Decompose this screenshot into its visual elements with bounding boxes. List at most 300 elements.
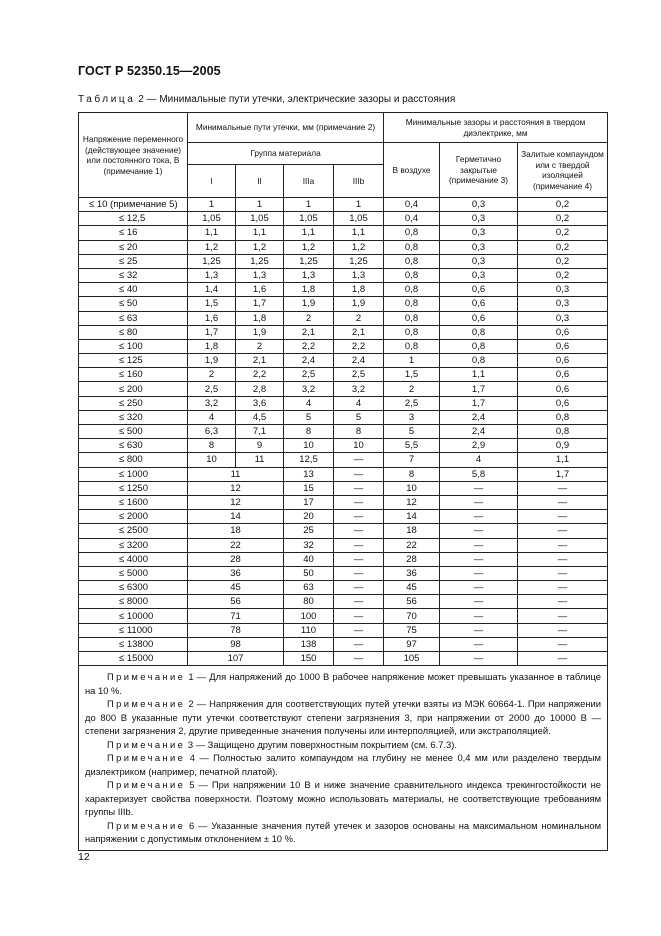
value-cell: 1,6 <box>236 283 284 297</box>
value-cell: 0,6 <box>518 368 608 382</box>
voltage-cell: ≤ 80 <box>79 325 188 339</box>
voltage-cell: ≤ 40 <box>79 283 188 297</box>
table-row <box>79 439 608 453</box>
value-cell: 98 <box>188 637 284 651</box>
value-cell: 0,2 <box>518 240 608 254</box>
value-cell: 1,9 <box>236 325 284 339</box>
value-cell: 0,2 <box>518 254 608 268</box>
value-cell: 2,4 <box>334 354 384 368</box>
value-cell: 11 <box>236 453 284 467</box>
value-cell: 5,8 <box>440 467 518 481</box>
value-cell: 1 <box>188 198 236 212</box>
value-cell: 1,6 <box>188 311 236 325</box>
value-cell: 1,7 <box>440 396 518 410</box>
value-cell: 4 <box>188 410 236 424</box>
value-cell: 15 <box>284 481 334 495</box>
table-row <box>79 467 608 481</box>
value-cell: 2,2 <box>284 339 334 353</box>
table-row <box>79 325 608 339</box>
value-cell: 8 <box>284 425 334 439</box>
voltage-cell: ≤ 25 <box>79 254 188 268</box>
voltage-cell: ≤ 13800 <box>79 637 188 651</box>
value-cell: 2,8 <box>236 382 284 396</box>
value-cell: 2,5 <box>284 368 334 382</box>
value-cell: — <box>334 652 384 666</box>
value-cell: — <box>440 609 518 623</box>
value-cell: 0,4 <box>384 198 440 212</box>
value-cell: 4,5 <box>236 410 284 424</box>
table-row <box>79 425 608 439</box>
value-cell: 5,5 <box>384 439 440 453</box>
value-cell: 1 <box>236 198 284 212</box>
value-cell: 0,8 <box>384 325 440 339</box>
value-cell: 0,8 <box>440 354 518 368</box>
header-sealed: Герметично закрытые (примечание 3) <box>440 143 518 198</box>
value-cell: — <box>334 510 384 524</box>
voltage-cell: ≤ 12,5 <box>79 212 188 226</box>
value-cell: 97 <box>384 637 440 651</box>
value-cell: 1,1 <box>518 453 608 467</box>
header-clearance: Минимальные зазоры и расстояния в твердом диэлектрике, мм <box>384 113 608 143</box>
value-cell: 110 <box>284 623 334 637</box>
table-row <box>79 382 608 396</box>
value-cell: 0,6 <box>440 283 518 297</box>
value-cell: 0,6 <box>518 325 608 339</box>
voltage-cell: ≤ 160 <box>79 368 188 382</box>
table-body <box>79 198 608 851</box>
value-cell: 0,3 <box>518 297 608 311</box>
value-cell: — <box>334 609 384 623</box>
table-row <box>79 212 608 226</box>
value-cell: 1,25 <box>334 254 384 268</box>
table-row <box>79 495 608 509</box>
value-cell: 10 <box>284 439 334 453</box>
value-cell: 1,2 <box>236 240 284 254</box>
value-cell: 1,25 <box>188 254 236 268</box>
value-cell: — <box>440 552 518 566</box>
value-cell: 0,6 <box>440 297 518 311</box>
value-cell: 11 <box>188 467 284 481</box>
value-cell: 2,1 <box>284 325 334 339</box>
voltage-cell: ≤ 6300 <box>79 581 188 595</box>
value-cell: 2,1 <box>236 354 284 368</box>
creepage-clearance-table <box>78 112 608 851</box>
value-cell: 1,05 <box>284 212 334 226</box>
note-2: Примечание 2 — Напряжения для соответствующих путей утечки взяты из МЭК 60664-1. При напряжении до 800 В указанные пути утечки соответствуют степени загрязнения 3, при напряжении от 2000 до 10000 В — степени загрязнения 2, другие приведенные значения получены или интерполяцией, или экстраполяцией. <box>85 698 602 737</box>
value-cell: 28 <box>188 552 284 566</box>
value-cell: 10 <box>188 453 236 467</box>
table-row <box>79 354 608 368</box>
header-mat-II: II <box>236 165 284 198</box>
value-cell: 14 <box>188 510 284 524</box>
table-caption-text: 2 — Минимальные пути утечки, электрические зазоры и расстояния <box>135 94 456 105</box>
value-cell: 1,4 <box>188 283 236 297</box>
voltage-cell: ≤ 125 <box>79 354 188 368</box>
value-cell: 36 <box>384 566 440 580</box>
value-cell: 1,25 <box>284 254 334 268</box>
value-cell: — <box>440 637 518 651</box>
note-4: Примечание 4 — Полностью залито компаундом на глубину не менее 0,4 мм или разделено твердым диэлектриком (например, печатной платой). <box>85 752 602 777</box>
value-cell: 17 <box>284 495 334 509</box>
value-cell: — <box>334 538 384 552</box>
value-cell: — <box>440 623 518 637</box>
value-cell: 20 <box>284 510 334 524</box>
table-row <box>79 268 608 282</box>
value-cell: 1,7 <box>236 297 284 311</box>
value-cell: 1,1 <box>188 226 236 240</box>
value-cell: — <box>440 566 518 580</box>
voltage-cell: ≤ 50 <box>79 297 188 311</box>
value-cell: 1 <box>384 354 440 368</box>
voltage-cell: ≤ 500 <box>79 425 188 439</box>
value-cell: 5 <box>284 410 334 424</box>
value-cell: 4 <box>334 396 384 410</box>
value-cell: 13 <box>284 467 334 481</box>
value-cell: 1,9 <box>188 354 236 368</box>
value-cell: 1,1 <box>334 226 384 240</box>
table-row <box>79 552 608 566</box>
value-cell: 71 <box>188 609 284 623</box>
value-cell: 1,05 <box>188 212 236 226</box>
value-cell: 0,8 <box>384 339 440 353</box>
value-cell: 28 <box>384 552 440 566</box>
table-row <box>79 311 608 325</box>
value-cell: 0,8 <box>518 425 608 439</box>
value-cell: 40 <box>284 552 334 566</box>
value-cell: 12,5 <box>284 453 334 467</box>
value-cell: 45 <box>384 581 440 595</box>
table-row <box>79 623 608 637</box>
table-row <box>79 538 608 552</box>
table-row <box>79 226 608 240</box>
value-cell: 1,2 <box>334 240 384 254</box>
value-cell: 1,1 <box>284 226 334 240</box>
value-cell: 0,8 <box>384 268 440 282</box>
voltage-cell: ≤ 4000 <box>79 552 188 566</box>
value-cell: — <box>334 623 384 637</box>
value-cell: — <box>518 538 608 552</box>
value-cell: 56 <box>384 595 440 609</box>
header-potted: Залитые компаундом или с твердой изоляцией (примечание 4) <box>518 143 608 198</box>
value-cell: 2,5 <box>384 396 440 410</box>
document-title: ГОСТ Р 52350.15—2005 <box>78 64 221 78</box>
value-cell: 150 <box>284 652 334 666</box>
value-cell: — <box>334 453 384 467</box>
value-cell: — <box>518 566 608 580</box>
value-cell: 1,05 <box>236 212 284 226</box>
value-cell: — <box>440 595 518 609</box>
voltage-cell: ≤ 20 <box>79 240 188 254</box>
value-cell: 2,2 <box>334 339 384 353</box>
voltage-cell: ≤ 5000 <box>79 566 188 580</box>
value-cell: 1,05 <box>334 212 384 226</box>
value-cell: 7,1 <box>236 425 284 439</box>
page-number: 12 <box>78 851 90 863</box>
value-cell: — <box>518 609 608 623</box>
value-cell: 2 <box>188 368 236 382</box>
table-row <box>79 581 608 595</box>
table-row <box>79 652 608 666</box>
value-cell: 1,9 <box>334 297 384 311</box>
table-row <box>79 283 608 297</box>
value-cell: 0,2 <box>518 212 608 226</box>
value-cell: 3,2 <box>284 382 334 396</box>
voltage-cell: ≤ 3200 <box>79 538 188 552</box>
value-cell: — <box>518 495 608 509</box>
voltage-cell: ≤ 2000 <box>79 510 188 524</box>
value-cell: 70 <box>384 609 440 623</box>
value-cell: 14 <box>384 510 440 524</box>
value-cell: 7 <box>384 453 440 467</box>
value-cell: — <box>334 524 384 538</box>
value-cell: — <box>518 581 608 595</box>
value-cell: 0,8 <box>518 410 608 424</box>
table-row <box>79 566 608 580</box>
voltage-cell: ≤ 320 <box>79 410 188 424</box>
value-cell: — <box>440 538 518 552</box>
table-caption <box>78 94 455 105</box>
value-cell: 12 <box>384 495 440 509</box>
table-row <box>79 609 608 623</box>
value-cell: 1,5 <box>384 368 440 382</box>
value-cell: 3 <box>384 410 440 424</box>
notes-cell <box>79 666 608 851</box>
value-cell: 1,9 <box>284 297 334 311</box>
value-cell: 8 <box>384 467 440 481</box>
value-cell: 0,3 <box>440 198 518 212</box>
header-voltage: Напряжение переменного (действующее значение) или постоянного тока, В (примечание 1) <box>79 113 188 198</box>
value-cell: 0,3 <box>518 283 608 297</box>
voltage-cell: ≤ 200 <box>79 382 188 396</box>
value-cell: 0,3 <box>440 240 518 254</box>
value-cell: 4 <box>284 396 334 410</box>
value-cell: 0,3 <box>518 311 608 325</box>
voltage-cell: ≤ 32 <box>79 268 188 282</box>
table-row <box>79 240 608 254</box>
value-cell: 78 <box>188 623 284 637</box>
note-3: Примечание 3 — Защищено другим поверхностным покрытием (см. 6.7.3). <box>107 738 457 750</box>
value-cell: — <box>518 652 608 666</box>
value-cell: — <box>440 652 518 666</box>
table-row <box>79 368 608 382</box>
value-cell: 8 <box>334 425 384 439</box>
value-cell: 1,1 <box>440 368 518 382</box>
value-cell: 0,8 <box>384 240 440 254</box>
voltage-cell: ≤ 100 <box>79 339 188 353</box>
table-row <box>79 297 608 311</box>
value-cell: 36 <box>188 566 284 580</box>
value-cell: 1,7 <box>440 382 518 396</box>
table-row <box>79 510 608 524</box>
note-1: Примечание 1 — Для напряжений до 1000 В рабочее напряжение может превышать указанное в таблице на 10 %. <box>85 671 602 696</box>
value-cell: 1,8 <box>188 339 236 353</box>
value-cell: 0,8 <box>384 226 440 240</box>
value-cell: 1 <box>334 198 384 212</box>
value-cell: 0,3 <box>440 268 518 282</box>
value-cell: 0,4 <box>384 212 440 226</box>
voltage-cell: ≤ 11000 <box>79 623 188 637</box>
value-cell: 2,4 <box>440 425 518 439</box>
header-mat-IIIb: IIIb <box>334 165 384 198</box>
value-cell: 12 <box>188 481 284 495</box>
value-cell: — <box>334 467 384 481</box>
voltage-cell: ≤ 250 <box>79 396 188 410</box>
value-cell: 0,2 <box>518 198 608 212</box>
value-cell: 2,2 <box>236 368 284 382</box>
value-cell: 22 <box>384 538 440 552</box>
value-cell: 18 <box>384 524 440 538</box>
value-cell: 56 <box>188 595 284 609</box>
value-cell: 105 <box>384 652 440 666</box>
voltage-cell: ≤ 15000 <box>79 652 188 666</box>
value-cell: 0,3 <box>440 254 518 268</box>
note-6: Примечание 6 — Указанные значения путей утечек и зазоров основаны на максимальном номинальном напряжении с допустимым отклонением ± 10 %. <box>85 819 602 845</box>
value-cell: 138 <box>284 637 334 651</box>
value-cell: 0,6 <box>440 311 518 325</box>
voltage-cell: ≤ 8000 <box>79 595 188 609</box>
value-cell: 3,6 <box>236 396 284 410</box>
value-cell: 8 <box>188 439 236 453</box>
value-cell: 25 <box>284 524 334 538</box>
value-cell: — <box>440 495 518 509</box>
value-cell: — <box>518 510 608 524</box>
value-cell: 0,8 <box>384 311 440 325</box>
value-cell: 2 <box>236 339 284 353</box>
value-cell: 18 <box>188 524 284 538</box>
voltage-cell: ≤ 1600 <box>79 495 188 509</box>
value-cell: — <box>440 481 518 495</box>
value-cell: 45 <box>188 581 284 595</box>
value-cell: 100 <box>284 609 334 623</box>
value-cell: 0,6 <box>518 396 608 410</box>
value-cell: 9 <box>236 439 284 453</box>
value-cell: — <box>518 637 608 651</box>
header-creepage: Минимальные пути утечки, мм (примечание 2) <box>188 113 384 143</box>
value-cell: 0,2 <box>518 226 608 240</box>
table-caption-label: Таблица <box>78 94 136 105</box>
value-cell: 3,2 <box>334 382 384 396</box>
value-cell: 0,2 <box>518 268 608 282</box>
value-cell: 107 <box>188 652 284 666</box>
table-row <box>79 481 608 495</box>
value-cell: 2 <box>384 382 440 396</box>
value-cell: 1,3 <box>188 268 236 282</box>
value-cell: 2,9 <box>440 439 518 453</box>
value-cell: 1,2 <box>284 240 334 254</box>
voltage-cell: ≤ 10 (примечание 5) <box>79 198 188 212</box>
value-cell: 5 <box>334 410 384 424</box>
value-cell: 0,6 <box>518 339 608 353</box>
value-cell: 2 <box>284 311 334 325</box>
value-cell: 1,5 <box>188 297 236 311</box>
header-material-group: Группа материала <box>188 143 384 165</box>
value-cell: 0,6 <box>518 354 608 368</box>
value-cell: 1,3 <box>334 268 384 282</box>
voltage-cell: ≤ 10000 <box>79 609 188 623</box>
value-cell: 1,2 <box>188 240 236 254</box>
value-cell: 0,8 <box>384 297 440 311</box>
value-cell: 0,6 <box>518 382 608 396</box>
value-cell: 1,25 <box>236 254 284 268</box>
value-cell: 0,3 <box>440 212 518 226</box>
value-cell: — <box>440 524 518 538</box>
table-row <box>79 410 608 424</box>
value-cell: 1,1 <box>236 226 284 240</box>
voltage-cell: ≤ 630 <box>79 439 188 453</box>
value-cell: 0,8 <box>384 254 440 268</box>
header-mat-I: I <box>188 165 236 198</box>
value-cell: 22 <box>188 538 284 552</box>
value-cell: 1,8 <box>236 311 284 325</box>
voltage-cell: ≤ 63 <box>79 311 188 325</box>
table-row <box>79 198 608 212</box>
voltage-cell: ≤ 16 <box>79 226 188 240</box>
value-cell: 80 <box>284 595 334 609</box>
value-cell: 63 <box>284 581 334 595</box>
value-cell: — <box>334 481 384 495</box>
value-cell: 50 <box>284 566 334 580</box>
value-cell: 2 <box>334 311 384 325</box>
value-cell: — <box>518 623 608 637</box>
value-cell: — <box>440 510 518 524</box>
value-cell: — <box>518 524 608 538</box>
value-cell: 0,3 <box>440 226 518 240</box>
header-mat-IIIa: IIIa <box>284 165 334 198</box>
value-cell: — <box>334 595 384 609</box>
voltage-cell: ≤ 800 <box>79 453 188 467</box>
value-cell: 1,8 <box>284 283 334 297</box>
value-cell: — <box>518 595 608 609</box>
value-cell: 0,8 <box>384 283 440 297</box>
value-cell: 10 <box>334 439 384 453</box>
voltage-cell: ≤ 1250 <box>79 481 188 495</box>
value-cell: 6,3 <box>188 425 236 439</box>
voltage-cell: ≤ 1000 <box>79 467 188 481</box>
value-cell: 12 <box>188 495 284 509</box>
value-cell: 2,4 <box>284 354 334 368</box>
value-cell: 1,7 <box>188 325 236 339</box>
table-row <box>79 524 608 538</box>
table-row <box>79 637 608 651</box>
value-cell: 4 <box>440 453 518 467</box>
value-cell: 5 <box>384 425 440 439</box>
value-cell: 1,3 <box>236 268 284 282</box>
value-cell: 2,5 <box>188 382 236 396</box>
value-cell: 3,2 <box>188 396 236 410</box>
value-cell: — <box>518 481 608 495</box>
value-cell: — <box>334 552 384 566</box>
value-cell: 2,5 <box>334 368 384 382</box>
value-cell: 32 <box>284 538 334 552</box>
value-cell: — <box>518 552 608 566</box>
voltage-cell: ≤ 2500 <box>79 524 188 538</box>
value-cell: 2,1 <box>334 325 384 339</box>
value-cell: 1 <box>284 198 334 212</box>
value-cell: — <box>334 495 384 509</box>
value-cell: 1,8 <box>334 283 384 297</box>
table-row <box>79 339 608 353</box>
value-cell: 1,7 <box>518 467 608 481</box>
value-cell: 10 <box>384 481 440 495</box>
table-row <box>79 396 608 410</box>
value-cell: 0,9 <box>518 439 608 453</box>
table-row <box>79 595 608 609</box>
table-row <box>79 254 608 268</box>
value-cell: 1,3 <box>284 268 334 282</box>
value-cell: — <box>334 581 384 595</box>
value-cell: 75 <box>384 623 440 637</box>
value-cell: — <box>334 637 384 651</box>
